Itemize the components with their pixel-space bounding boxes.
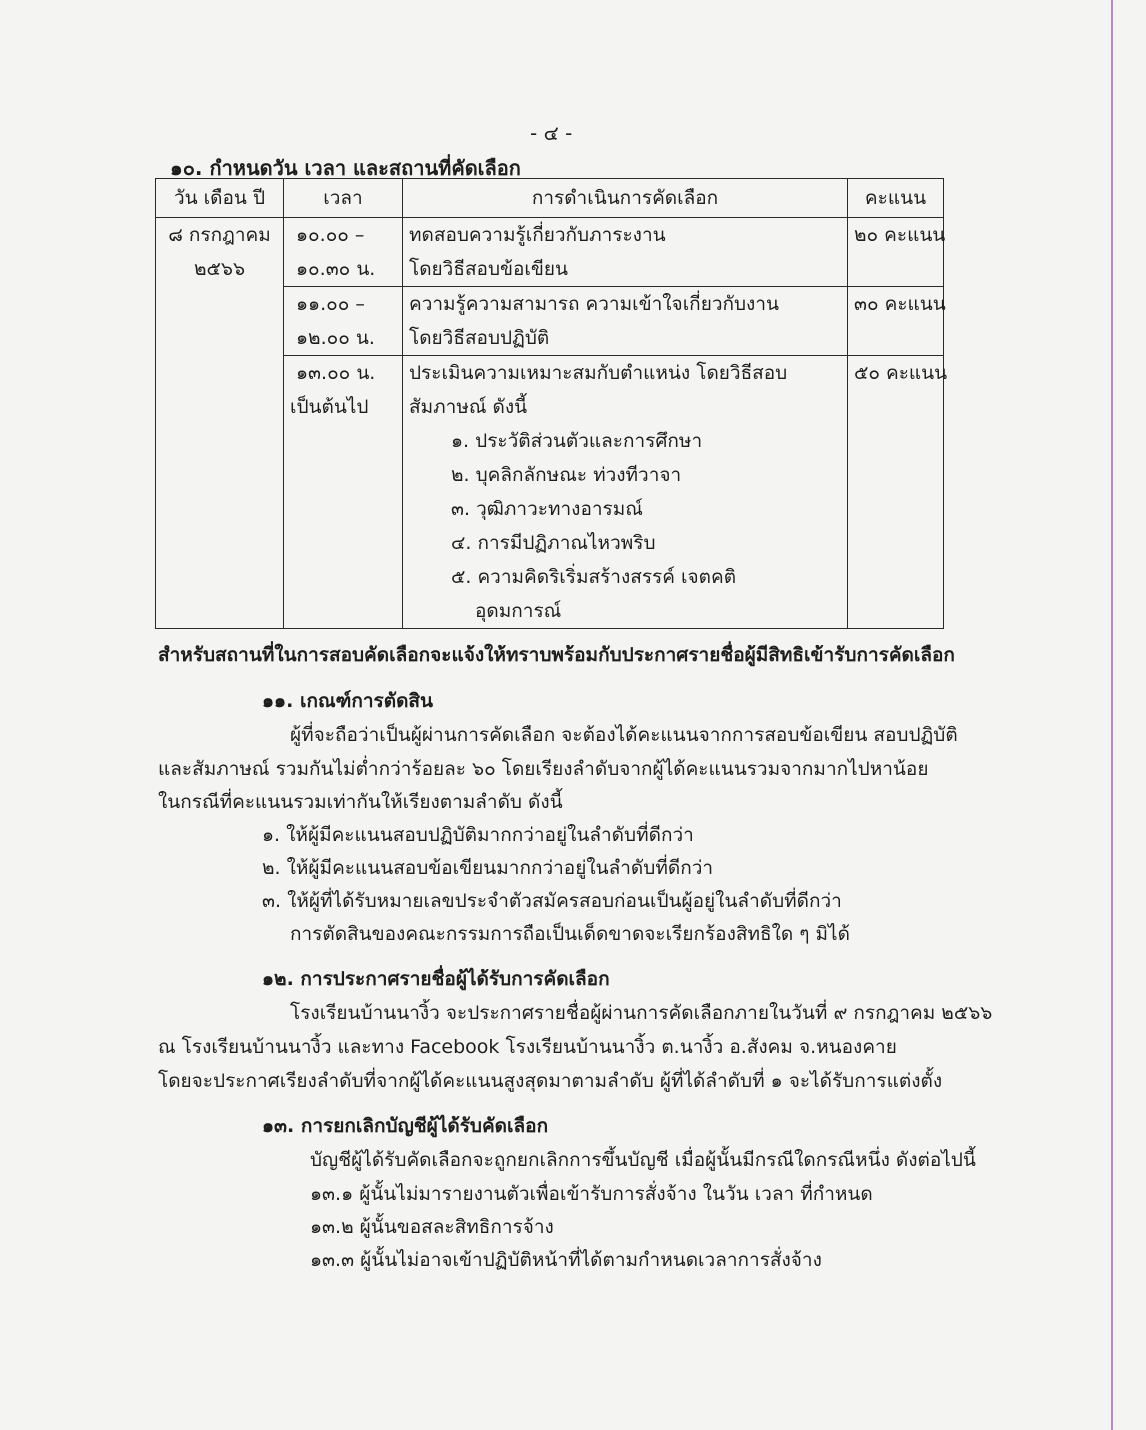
interview-item: ๓. วุฒิภาวะทางอารมณ์ — [451, 498, 643, 520]
header-time: เวลา — [284, 179, 403, 218]
header-activity: การดำเนินการคัดเลือก — [403, 179, 848, 218]
date-line: ๒๕๖๖ — [193, 258, 246, 280]
paragraph-line: โรงเรียนบ้านนางิ้ว จะประกาศรายชื่อผู้ผ่านการคัดเลือกภายในวันที่ ๙ กรกฎาคม ๒๕๖๖ — [290, 1002, 993, 1024]
paragraph-line: โดยจะประกาศเรียงลำดับที่จากผู้ได้คะแนนสูงสุดมาตามลำดับ ผู้ที่ได้ลำดับที่ ๑ จะได้รับการแต่งตั้ง — [158, 1070, 943, 1092]
time-cell — [284, 287, 403, 356]
activity-cell — [403, 356, 848, 629]
date-line: ๘ กรกฎาคม — [168, 224, 271, 246]
header-date: วัน เดือน ปี — [156, 179, 284, 218]
activity-cell — [403, 287, 848, 356]
time-cell — [284, 218, 403, 287]
paragraph-line: ในกรณีที่คะแนนรวมเท่ากันให้เรียงตามลำดับ ดังนี้ — [158, 791, 563, 813]
activity-line: สัมภาษณ์ ดังนี้ — [409, 396, 528, 418]
time-line: เป็นต้นไป — [290, 396, 369, 418]
date-cell — [156, 218, 284, 629]
time-line: ๑๑.๐๐ – — [296, 293, 365, 315]
score-value: ๕๐ คะแนน — [854, 362, 948, 384]
section-13-title: ๑๓. การยกเลิกบัญชีผู้ได้รับคัดเลือก — [262, 1115, 549, 1137]
criteria-item: ๓. ให้ผู้ที่ได้รับหมายเลขประจำตัวสมัครสอบก่อนเป็นผู้อยู่ในลำดับที่ดีกว่า — [262, 890, 842, 912]
paragraph-line: บัญชีผู้ได้รับคัดเลือกจะถูกยกเลิกการขึ้นบัญชี เมื่อผู้นั้นมีกรณีใดกรณีหนึ่ง ดังต่อไปนี้ — [310, 1149, 976, 1171]
activity-line: โดยวิธีสอบปฏิบัติ — [409, 327, 550, 349]
paragraph-line: และสัมภาษณ์ รวมกันไม่ต่ำกว่าร้อยละ ๖๐ โดยเรียงลำดับจากผู้ได้คะแนนรวมจากมากไปหาน้อย — [158, 758, 929, 780]
cancellation-item: ๑๓.๒ ผู้นั้นขอสละสิทธิการจ้าง — [310, 1216, 554, 1238]
interview-item: ๑. ประวัติส่วนตัวและการศึกษา — [451, 430, 703, 452]
criteria-item: ๒. ให้ผู้มีคะแนนสอบข้อเขียนมากกว่าอยู่ในลำดับที่ดีกว่า — [262, 857, 714, 879]
score-cell — [848, 356, 948, 629]
header-score: คะแนน — [848, 179, 944, 218]
page-edge-line — [1111, 0, 1113, 1430]
criteria-item: ๑. ให้ผู้มีคะแนนสอบปฏิบัติมากกว่าอยู่ในลำดับที่ดีกว่า — [262, 824, 694, 846]
activity-line: โดยวิธีสอบข้อเขียน — [409, 258, 569, 280]
paragraph-line: ณ โรงเรียนบ้านนางิ้ว และทาง Facebook โรงเรียนบ้านนางิ้ว ต.นางิ้ว อ.สังคม จ.หนองคาย — [158, 1036, 897, 1058]
table-header-row — [156, 179, 944, 218]
time-line: ๑๓.๐๐ น. — [296, 362, 376, 384]
paragraph-line: ผู้ที่จะถือว่าเป็นผู้ผ่านการคัดเลือก จะต้องได้คะแนนจากการสอบข้อเขียน สอบปฏิบัติ — [290, 724, 958, 746]
interview-item: ๒. บุคลิกลักษณะ ท่วงทีวาจา — [451, 464, 682, 486]
activity-line: ประเมินความเหมาะสมกับตำแหน่ง โดยวิธีสอบ — [409, 362, 788, 384]
criteria-closing: การตัดสินของคณะกรรมการถือเป็นเด็ดขาดจะเรียกร้องสิทธิใด ๆ มิได้ — [290, 923, 850, 945]
activity-line: ทดสอบความรู้เกี่ยวกับภาระงาน — [409, 224, 666, 246]
section-11-title: ๑๑. เกณฑ์การตัดสิน — [262, 690, 433, 712]
cancellation-item: ๑๓.๓ ผู้นั้นไม่อาจเข้าปฏิบัติหน้าที่ได้ตามกำหนดเวลาการสั่งจ้าง — [310, 1249, 822, 1271]
section-10-title: ๑๐. กำหนดวัน เวลา และสถานที่คัดเลือก — [170, 156, 521, 180]
time-cell — [284, 356, 403, 629]
interview-item-continuation: อุดมการณ์ — [475, 600, 562, 622]
time-line: ๑๒.๐๐ น. — [296, 327, 375, 349]
time-line: ๑๐.๐๐ – — [296, 224, 365, 246]
activity-cell — [403, 218, 848, 287]
score-value: ๒๐ คะแนน — [854, 224, 946, 246]
table-row — [156, 218, 944, 287]
interview-item: ๕. ความคิดริเริ่มสร้างสรรค์ เจตคติ — [451, 566, 737, 588]
section-12-title: ๑๒. การประกาศรายชื่อผู้ได้รับการคัดเลือก — [262, 968, 610, 990]
page-number: - ๔ - — [530, 121, 573, 145]
score-cell — [848, 287, 944, 356]
time-line: ๑๐.๓๐ น. — [296, 258, 376, 280]
score-cell — [848, 218, 944, 287]
cancellation-item: ๑๓.๑ ผู้นั้นไม่มารายงานตัวเพื่อเข้ารับการสั่งจ้าง ในวัน เวลา ที่กำหนด — [310, 1183, 873, 1205]
activity-line: ความรู้ความสามารถ ความเข้าใจเกี่ยวกับงาน — [409, 293, 779, 315]
score-value: ๓๐ คะแนน — [854, 293, 946, 315]
venue-note: สำหรับสถานที่ในการสอบคัดเลือกจะแจ้งให้ทราบพร้อมกับประกาศรายชื่อผู้มีสิทธิเข้ารับการคัดเลือก — [158, 644, 955, 666]
selection-schedule-table — [155, 178, 948, 629]
interview-item: ๔. การมีปฏิภาณไหวพริบ — [451, 532, 656, 554]
